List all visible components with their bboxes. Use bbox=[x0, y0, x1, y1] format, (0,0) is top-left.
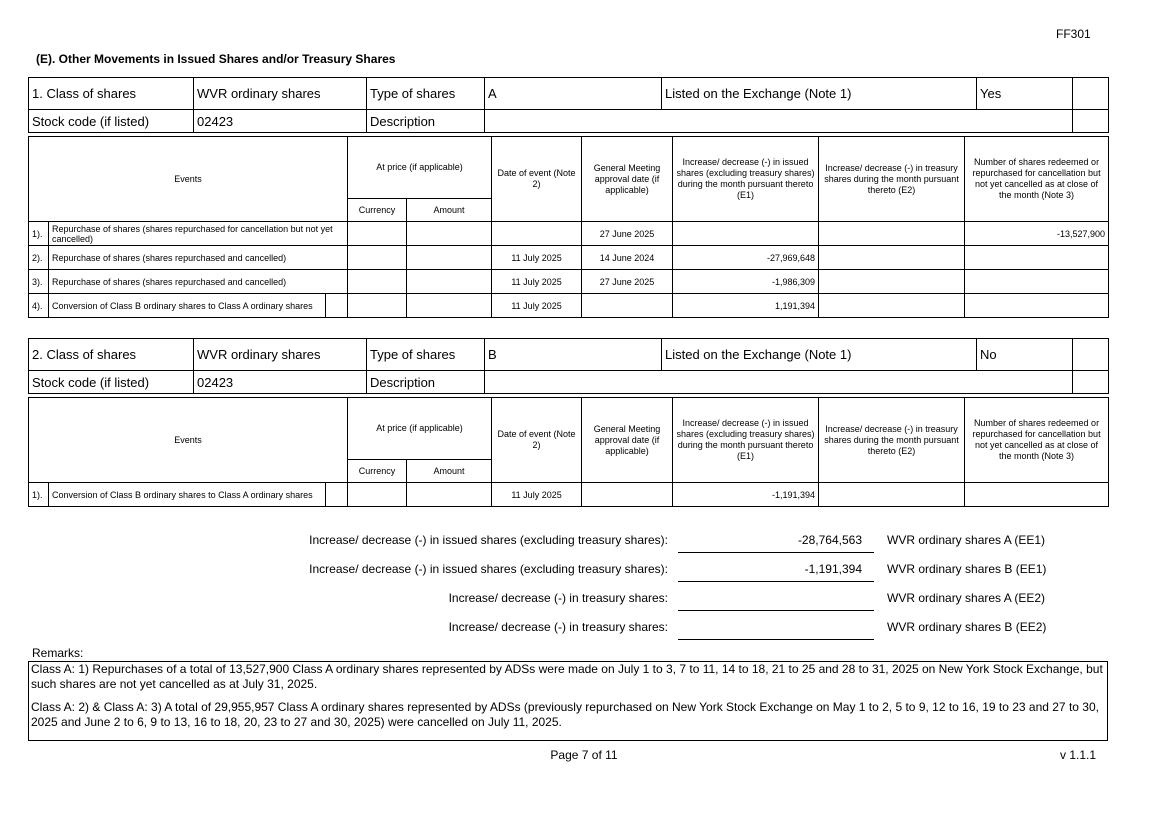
e2-cell bbox=[819, 483, 965, 507]
e1-cell: 1,191,394 bbox=[673, 294, 819, 318]
date-cell: 11 July 2025 bbox=[492, 294, 582, 318]
currency-header: Currency bbox=[348, 460, 407, 483]
class-b-header-table bbox=[28, 338, 1109, 394]
type-label: Type of shares bbox=[367, 339, 485, 371]
date-cell bbox=[492, 222, 582, 246]
event-description: Repurchase of shares (shares repurchased for cancellation but not yet cancelled) bbox=[49, 222, 348, 246]
redeemed-cell bbox=[965, 483, 1109, 507]
amount-cell bbox=[407, 222, 492, 246]
redeemed-cell: -13,527,900 bbox=[965, 222, 1109, 246]
summary-unit: WVR ordinary shares B (EE1) bbox=[887, 562, 1047, 576]
gm-date-cell: 27 June 2025 bbox=[582, 222, 673, 246]
description-label: Description bbox=[367, 110, 485, 133]
listed-value: Yes bbox=[977, 78, 1073, 110]
amount-cell bbox=[407, 270, 492, 294]
remarks-box bbox=[28, 661, 1108, 741]
row-number: 4). bbox=[29, 294, 49, 318]
redeemed-cell bbox=[965, 246, 1109, 270]
table-row bbox=[29, 222, 1109, 246]
e2-cell bbox=[819, 222, 965, 246]
redeemed-header: Number of shares redeemed or repurchased for cancellation but not yet cancelled as at close of the month (Note 3) bbox=[965, 398, 1109, 483]
type-value: B bbox=[485, 339, 662, 371]
event-description: Repurchase of shares (shares repurchased and cancelled) bbox=[49, 270, 348, 294]
stock-code-label: Stock code (if listed) bbox=[29, 371, 194, 394]
amount-cell bbox=[407, 294, 492, 318]
form-code: FF301 bbox=[1056, 27, 1091, 41]
date-of-event-header: Date of event (Note 2) bbox=[492, 137, 582, 222]
redeemed-cell bbox=[965, 270, 1109, 294]
e2-header: Increase/ decrease (-) in treasury shares during the month pursuant thereto (E2) bbox=[819, 398, 965, 483]
e1-cell: -1,191,394 bbox=[673, 483, 819, 507]
blank-cell bbox=[1073, 371, 1109, 394]
class-value: WVR ordinary shares bbox=[194, 339, 367, 371]
amount-cell bbox=[407, 483, 492, 507]
amount-header: Amount bbox=[407, 460, 492, 483]
summary-unit: WVR ordinary shares B (EE2) bbox=[887, 620, 1047, 634]
summary-label: Increase/ decrease (-) in issued shares (excluding treasury shares): bbox=[309, 533, 668, 547]
currency-cell bbox=[348, 246, 407, 270]
listed-label: Listed on the Exchange (Note 1) bbox=[662, 78, 977, 110]
summary-unit: WVR ordinary shares A (EE1) bbox=[887, 533, 1046, 547]
class-label: 2. Class of shares bbox=[29, 339, 194, 371]
event-description: Conversion of Class B ordinary shares to Class A ordinary shares bbox=[49, 483, 326, 507]
summary-label: Increase/ decrease (-) in treasury shares: bbox=[448, 591, 668, 605]
stock-code-label: Stock code (if listed) bbox=[29, 110, 194, 133]
e2-cell bbox=[819, 294, 965, 318]
gm-date-cell: 14 June 2024 bbox=[582, 246, 673, 270]
class-a-header-table bbox=[28, 77, 1109, 133]
class-label: 1. Class of shares bbox=[29, 78, 194, 110]
description-value bbox=[485, 110, 1073, 133]
description-value bbox=[485, 371, 1073, 394]
currency-cell bbox=[348, 270, 407, 294]
summary-value: -28,764,563 bbox=[797, 533, 862, 547]
section-title: (E). Other Movements in Issued Shares and/or Treasury Shares bbox=[36, 52, 396, 66]
summary-underline bbox=[678, 610, 874, 611]
date-of-event-header: Date of event (Note 2) bbox=[492, 398, 582, 483]
date-cell: 11 July 2025 bbox=[492, 483, 582, 507]
remark-text: Class A: 1) Repurchases of a total of 13,527,900 Class A ordinary shares represented by ADSs were made on July 1 to 3, 7 to 11, 14 to 18, 21 to 25 and 28 to 31, 2025 on New York Stock Exchange, but such shares are not yet cancelled as at July 31, 2025. bbox=[31, 662, 1103, 691]
summary-underline bbox=[678, 581, 874, 582]
amount-header: Amount bbox=[407, 199, 492, 222]
listed-label: Listed on the Exchange (Note 1) bbox=[662, 339, 977, 371]
description-label: Description bbox=[367, 371, 485, 394]
currency-cell bbox=[348, 483, 407, 507]
gm-date-cell bbox=[582, 294, 673, 318]
table-row bbox=[29, 270, 1109, 294]
class-a-events-table bbox=[28, 136, 1109, 318]
currency-cell bbox=[348, 222, 407, 246]
gm-date-cell: 27 June 2025 bbox=[582, 270, 673, 294]
listed-value: No bbox=[977, 339, 1073, 371]
gm-date-header: General Meeting approval date (if applicable) bbox=[582, 137, 673, 222]
e1-header: Increase/ decrease (-) in issued shares (excluding treasury shares) during the month pursuant thereto (E1) bbox=[673, 398, 819, 483]
summary-underline bbox=[678, 639, 874, 640]
events-header: Events bbox=[29, 137, 348, 222]
currency-cell bbox=[348, 294, 407, 318]
e2-cell bbox=[819, 246, 965, 270]
table-row bbox=[29, 294, 1109, 318]
e2-header: Increase/ decrease (-) in treasury shares during the month pursuant thereto (E2) bbox=[819, 137, 965, 222]
currency-header: Currency bbox=[348, 199, 407, 222]
e1-cell: -27,969,648 bbox=[673, 246, 819, 270]
page-number: Page 7 of 11 bbox=[550, 748, 618, 762]
at-price-header: At price (if applicable) bbox=[348, 398, 492, 460]
blank-cell bbox=[1073, 78, 1109, 110]
gm-date-header: General Meeting approval date (if applicable) bbox=[582, 398, 673, 483]
blank-cell bbox=[1073, 339, 1109, 371]
e1-cell bbox=[673, 222, 819, 246]
type-value: A bbox=[485, 78, 662, 110]
version-label: v 1.1.1 bbox=[1060, 748, 1097, 762]
at-price-header: At price (if applicable) bbox=[348, 137, 492, 199]
summary-value: -1,191,394 bbox=[804, 562, 862, 576]
e2-cell bbox=[819, 270, 965, 294]
class-b-events-table bbox=[28, 397, 1109, 507]
redeemed-header: Number of shares redeemed or repurchased for cancellation but not yet cancelled as at close of the month (Note 3) bbox=[965, 137, 1109, 222]
table-row bbox=[29, 246, 1109, 270]
event-description: Conversion of Class B ordinary shares to Class A ordinary shares bbox=[49, 294, 326, 318]
gm-date-cell bbox=[582, 483, 673, 507]
event-description: Repurchase of shares (shares repurchased and cancelled) bbox=[49, 246, 348, 270]
row-number: 3). bbox=[29, 270, 49, 294]
class-value: WVR ordinary shares bbox=[194, 78, 367, 110]
e1-cell: -1,986,309 bbox=[673, 270, 819, 294]
events-header: Events bbox=[29, 398, 348, 483]
blank-cell bbox=[326, 294, 348, 318]
row-number: 1). bbox=[29, 483, 49, 507]
stock-code-value: 02423 bbox=[194, 371, 367, 394]
date-cell: 11 July 2025 bbox=[492, 270, 582, 294]
type-label: Type of shares bbox=[367, 78, 485, 110]
blank-cell bbox=[1073, 110, 1109, 133]
stock-code-value: 02423 bbox=[194, 110, 367, 133]
summary-label: Increase/ decrease (-) in treasury shares: bbox=[448, 620, 668, 634]
summary-underline bbox=[678, 552, 874, 553]
remark-text: Class A: 2) & Class A: 3) A total of 29,955,957 Class A ordinary shares represented by ADSs (previously repurchased on New York Stock Exchange on May 1 to 2, 5 to 9, 12 to 16, 19 to 23 and 27 to 30, 2025 and June 2 to 6, 9 to 13, 16 to 18, 20, 23 to 27 and 30, 2025) were cancelled on July 11, 2025. bbox=[31, 700, 1099, 729]
summary-unit: WVR ordinary shares A (EE2) bbox=[887, 591, 1046, 605]
date-cell: 11 July 2025 bbox=[492, 246, 582, 270]
blank-cell bbox=[326, 483, 348, 507]
summary-label: Increase/ decrease (-) in issued shares (excluding treasury shares): bbox=[309, 562, 668, 576]
row-number: 2). bbox=[29, 246, 49, 270]
redeemed-cell bbox=[965, 294, 1109, 318]
table-row bbox=[29, 483, 1109, 507]
row-number: 1). bbox=[29, 222, 49, 246]
remarks-label: Remarks: bbox=[32, 646, 84, 660]
amount-cell bbox=[407, 246, 492, 270]
e1-header: Increase/ decrease (-) in issued shares (excluding treasury shares) during the month pursuant thereto (E1) bbox=[673, 137, 819, 222]
